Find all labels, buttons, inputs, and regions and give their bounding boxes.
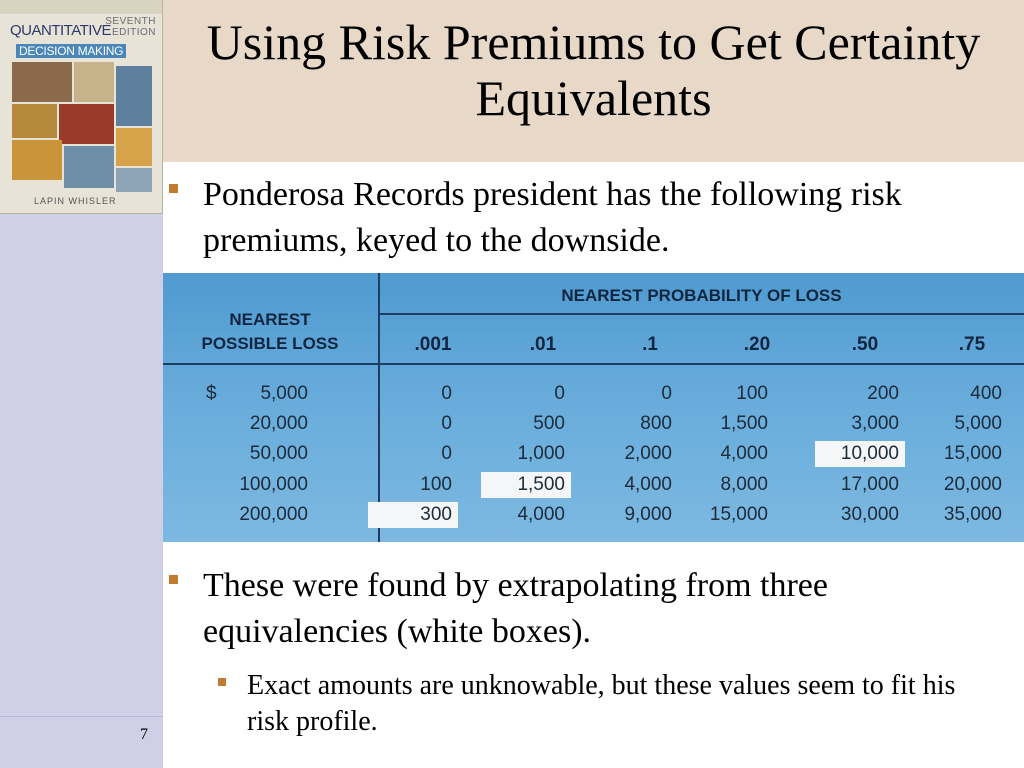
highlighted-value-cell: 10,000 [815, 441, 905, 467]
column-header: .1 [642, 334, 658, 355]
value-cell: 30,000 [840, 504, 899, 525]
value-cell: 4,000 [720, 443, 768, 464]
bullet-text: Ponderosa Records president has the following risk premiums, keyed to the downside. [203, 176, 902, 259]
book-cover-image [0, 0, 163, 214]
value-cell: 4,000 [517, 504, 565, 525]
value-cell: 35,000 [943, 504, 1002, 525]
value-cell: 1,000 [517, 443, 565, 464]
cover-photo-collage [12, 62, 152, 192]
bullet-text: These were found by extrapolating from three equivalencies (white boxes). [203, 567, 828, 650]
cover-title-line1: QUANTITATIVE [10, 22, 111, 39]
value-cell: 0 [441, 383, 452, 404]
bullet-item [169, 172, 969, 264]
value-cell: 800 [640, 413, 672, 434]
value-cell: 0 [441, 443, 452, 464]
loss-amount: 20,000 [249, 413, 308, 434]
table-divider-header [378, 313, 1024, 315]
value-cell: 1,500 [720, 413, 768, 434]
value-cell: 200 [867, 383, 899, 404]
loss-amount: 5,000 [260, 383, 308, 404]
page-number: 7 [140, 726, 148, 743]
value-cell: 3,000 [851, 413, 899, 434]
value-cell: 15,000 [943, 443, 1002, 464]
column-header: .75 [958, 334, 986, 355]
value-cell: 4,000 [624, 474, 672, 495]
value-cell: 9,000 [624, 504, 672, 525]
column-header: .001 [414, 334, 452, 355]
sub-bullet-item [218, 668, 998, 740]
value-cell: 100 [736, 383, 768, 404]
sub-bullet-text: Exact amounts are unknowable, but these values seem to fit his risk profile. [247, 670, 956, 737]
bullet-square-icon [169, 575, 178, 584]
column-group-header: NEAREST PROBABILITY OF LOSS [561, 286, 842, 305]
bullet-square-icon [218, 678, 226, 686]
risk-premium-table [163, 273, 1024, 542]
value-cell: 5,000 [954, 413, 1002, 434]
row-header: NEAREST POSSIBLE LOSS [201, 310, 339, 353]
cover-authors: LAPIN WHISLER [34, 196, 117, 206]
slide-title: Using Risk Premiums to Get Certainty Equivalents [206, 14, 981, 126]
cover-edition: SEVENTH EDITION [105, 16, 156, 38]
value-cell: 17,000 [840, 474, 899, 495]
value-cell: 400 [970, 383, 1002, 404]
value-cell: 8,000 [720, 474, 768, 495]
value-cell: 0 [554, 383, 565, 404]
column-header: .50 [851, 334, 879, 355]
value-cell: 0 [441, 413, 452, 434]
highlighted-value-cell: 1,500 [481, 472, 571, 498]
bullet-square-icon [169, 184, 178, 193]
currency-symbol: $ [206, 383, 217, 404]
value-cell: 500 [533, 413, 565, 434]
column-header: .01 [529, 334, 557, 355]
value-cell: 0 [661, 383, 672, 404]
highlighted-value-cell: 300 [368, 502, 458, 528]
loss-amount: 200,000 [239, 504, 308, 525]
loss-amount: 100,000 [239, 474, 308, 495]
value-cell: 20,000 [943, 474, 1002, 495]
table-divider-body [163, 363, 1024, 365]
value-cell: 15,000 [709, 504, 768, 525]
cover-title-line2: DECISION MAKING [16, 44, 126, 58]
column-header: .20 [743, 334, 771, 355]
value-cell: 100 [420, 474, 452, 495]
sidebar-divider [0, 716, 163, 717]
loss-amount: 50,000 [249, 443, 308, 464]
value-cell: 2,000 [624, 443, 672, 464]
bullet-item [169, 563, 969, 655]
